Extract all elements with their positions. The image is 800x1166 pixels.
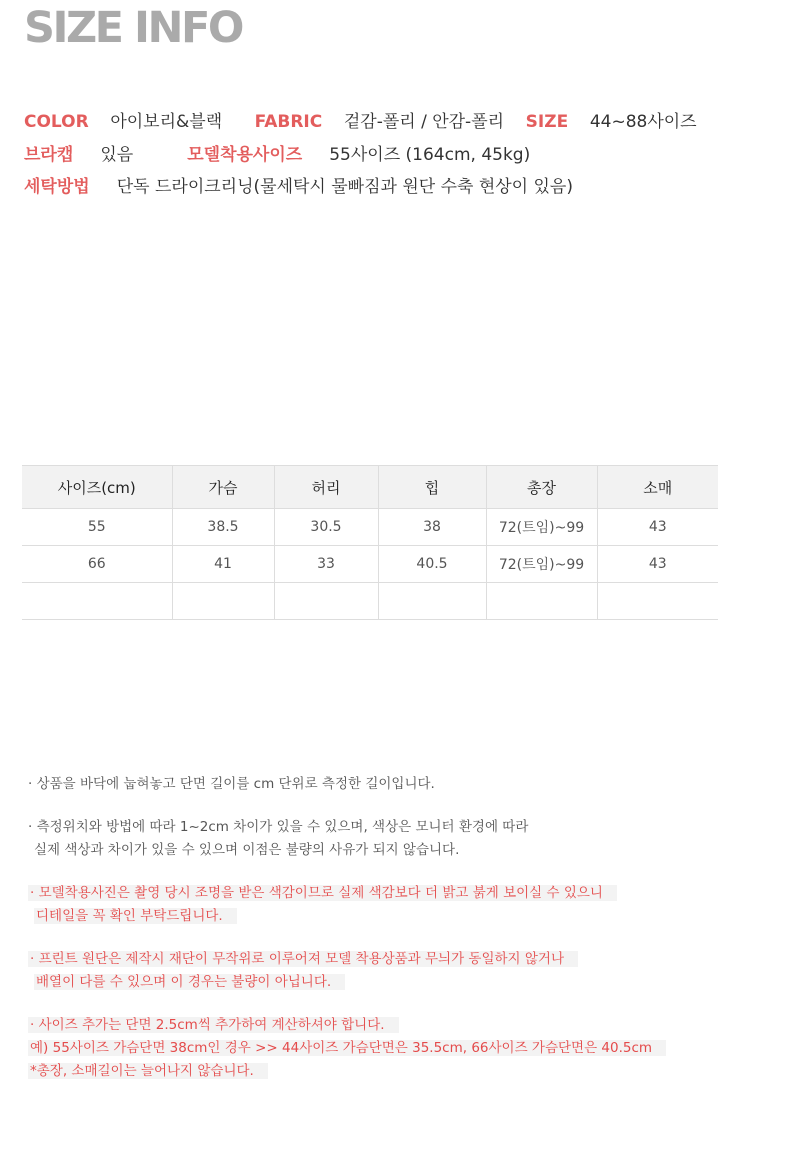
- note-line: · 모델착용사진은 촬영 당시 조명을 받은 색감이므로 실제 색감보다 더 밝고 붉게 보이실 수 있으니: [28, 885, 617, 901]
- header-sleeve: 소매: [597, 466, 718, 509]
- note-line: 배열이 다를 수 있으며 이 경우는 불량이 아닙니다.: [34, 974, 345, 990]
- model-size-value: 55사이즈 (164cm, 45kg): [329, 145, 531, 165]
- table-header-row: [22, 466, 718, 509]
- table-cell: 41: [172, 546, 274, 583]
- wash-label: 세탁방법: [24, 177, 90, 197]
- bracap-value: 있음: [100, 145, 134, 165]
- table-cell: 43: [597, 509, 718, 546]
- table-cell: 72(트임)~99: [486, 546, 597, 583]
- note-measurement: [28, 773, 666, 796]
- size-value: 44~88사이즈: [589, 112, 697, 132]
- header-hip: 힙: [378, 466, 486, 509]
- table-cell: 72(트임)~99: [486, 509, 597, 546]
- table-cell: [486, 583, 597, 620]
- note-line: · 상품을 바닥에 눕혀놓고 단면 길이를 cm 단위로 측정한 길이입니다.: [28, 776, 435, 792]
- note-line: *총장, 소매길이는 늘어나지 않습니다.: [28, 1063, 268, 1079]
- table-cell: [172, 583, 274, 620]
- note-line: · 사이즈 추가는 단면 2.5cm씩 추가하여 계산하셔야 합니다.: [28, 1017, 399, 1033]
- header-waist: 허리: [274, 466, 378, 509]
- info-row-1: [24, 111, 697, 133]
- header-chest: 가슴: [172, 466, 274, 509]
- table-row: [22, 546, 718, 583]
- info-row-2: [24, 144, 530, 166]
- wash-value: 단독 드라이크리닝(물세탁시 물빠짐과 원단 수축 현상이 있음): [116, 177, 573, 197]
- table-cell: 38: [378, 509, 486, 546]
- table-row: [22, 583, 718, 620]
- note-size-addition: [28, 1014, 666, 1083]
- header-length: 총장: [486, 466, 597, 509]
- fabric-label: FABRIC: [254, 112, 323, 132]
- table-cell: [597, 583, 718, 620]
- note-variance: [28, 816, 666, 862]
- table-cell: [22, 583, 172, 620]
- note-line: · 프린트 원단은 제작시 재단이 무작위로 이루어져 모델 착용상품과 무늬가 동일하지 않거나: [28, 951, 578, 967]
- table-cell: 33: [274, 546, 378, 583]
- note-line: · 측정위치와 방법에 따라 1~2cm 차이가 있을 수 있으며, 색상은 모니터 환경에 따라: [28, 819, 529, 835]
- table-cell: 55: [22, 509, 172, 546]
- table-cell: 43: [597, 546, 718, 583]
- color-label: COLOR: [24, 112, 89, 132]
- size-table: [22, 465, 718, 620]
- note-line: 디테일을 꼭 확인 부탁드립니다.: [34, 908, 237, 924]
- table-cell: 40.5: [378, 546, 486, 583]
- header-size: 사이즈(cm): [22, 466, 172, 509]
- table-cell: 66: [22, 546, 172, 583]
- info-row-3: [24, 176, 573, 198]
- table-cell: 30.5: [274, 509, 378, 546]
- size-label: SIZE: [525, 112, 569, 132]
- notes-section: [28, 773, 666, 1103]
- table-cell: 38.5: [172, 509, 274, 546]
- table-cell: [274, 583, 378, 620]
- note-photo-color: [28, 882, 666, 928]
- bracap-label: 브라캡: [24, 145, 74, 165]
- note-line: 실제 색상과 차이가 있을 수 있으며 이점은 불량의 사유가 되지 않습니다.: [34, 842, 460, 858]
- note-line: 예) 55사이즈 가슴단면 38cm인 경우 >> 44사이즈 가슴단면은 35.5cm, 66사이즈 가슴단면은 40.5cm: [28, 1040, 666, 1056]
- model-size-label: 모델착용사이즈: [187, 145, 303, 165]
- table-cell: [378, 583, 486, 620]
- note-print-fabric: [28, 948, 666, 994]
- fabric-value: 겉감-폴리 / 안감-폴리: [343, 112, 505, 132]
- page-title: SIZE INFO: [24, 3, 242, 53]
- table-row: [22, 509, 718, 546]
- color-value: 아이보리&블랙: [110, 112, 223, 132]
